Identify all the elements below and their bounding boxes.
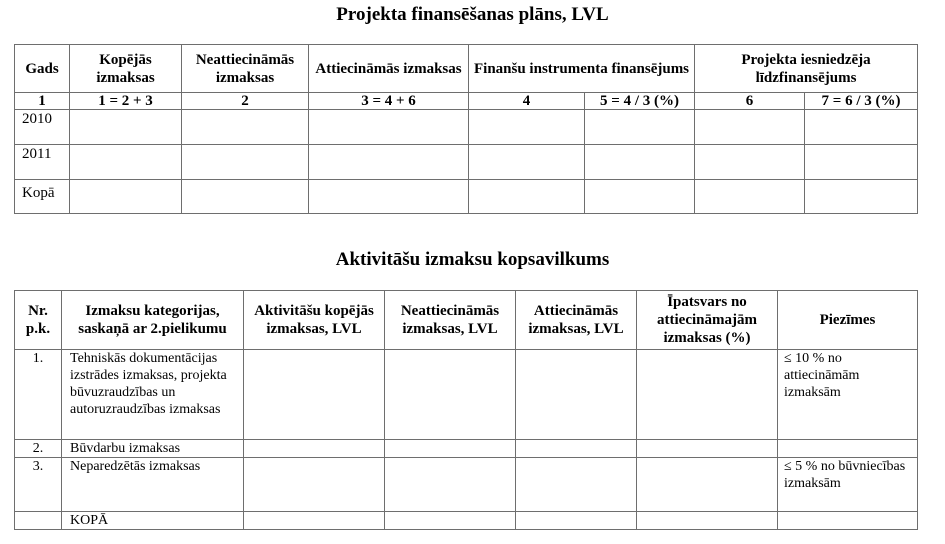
header-non-eligible-costs: Neattiecināmās izmaksas	[182, 45, 309, 93]
table-row	[15, 350, 918, 440]
data-cell[interactable]	[469, 145, 585, 180]
data-cell[interactable]	[385, 512, 516, 530]
data-cell[interactable]	[637, 350, 778, 440]
data-cell[interactable]	[244, 458, 385, 512]
year-cell: 2011	[15, 145, 70, 180]
header-eligible-costs: Attiecināmās izmaksas	[309, 45, 469, 93]
note-cell: ≤ 10 % no attiecināmām izmaksām	[778, 350, 918, 440]
column-number: 1	[15, 93, 70, 110]
data-cell[interactable]	[516, 512, 637, 530]
data-cell[interactable]	[182, 110, 309, 145]
data-cell[interactable]	[585, 145, 695, 180]
column-number: 3 = 4 + 6	[309, 93, 469, 110]
activity-costs-title: Aktivitāšu izmaksu kopsavilkums	[335, 249, 610, 270]
data-cell[interactable]	[309, 180, 469, 214]
data-cell[interactable]	[385, 458, 516, 512]
data-cell[interactable]	[585, 110, 695, 145]
data-cell[interactable]	[70, 110, 182, 145]
column-number: 1 = 2 + 3	[70, 93, 182, 110]
cost-category: Būvdarbu izmaksas	[62, 440, 244, 458]
note-cell[interactable]	[778, 440, 918, 458]
finance-plan-title: Projekta finansēšanas plāns, LVL	[336, 4, 609, 25]
column-number: 7 = 6 / 3 (%)	[805, 93, 918, 110]
year-cell: 2010	[15, 110, 70, 145]
table-row	[15, 458, 918, 512]
data-cell[interactable]	[469, 180, 585, 214]
row-number	[15, 512, 62, 530]
data-cell[interactable]	[637, 458, 778, 512]
header-instrument-funding: Finanšu instrumenta finansējums	[469, 45, 695, 93]
header-non-eligible-costs: Neattiecināmās izmaksas, LVL	[385, 291, 516, 350]
header-nr: Nr. p.k.	[15, 291, 62, 350]
data-cell[interactable]	[637, 512, 778, 530]
data-cell[interactable]	[695, 180, 805, 214]
activity-costs-table	[14, 290, 918, 530]
data-cell[interactable]	[70, 180, 182, 214]
data-cell[interactable]	[244, 350, 385, 440]
data-cell[interactable]	[385, 350, 516, 440]
finance-plan-table	[14, 44, 918, 214]
column-number: 6	[695, 93, 805, 110]
data-cell[interactable]	[805, 145, 918, 180]
data-cell[interactable]	[244, 512, 385, 530]
row-number: 3.	[15, 458, 62, 512]
data-cell[interactable]	[695, 110, 805, 145]
cost-category: Tehniskās dokumentācijas izstrādes izmaksas, projekta būvuzraudzības un autoruzraudzības izmaksas	[62, 350, 244, 440]
data-cell[interactable]	[585, 180, 695, 214]
header-cost-category: Izmaksu kategorijas, saskaņā ar 2.pielikumu	[62, 291, 244, 350]
column-number: 5 = 4 / 3 (%)	[585, 93, 695, 110]
note-cell[interactable]	[778, 512, 918, 530]
header-applicant-cofunding: Projekta iesniedzēja līdzfinansējums	[695, 45, 918, 93]
header-total-costs: Kopējās izmaksas	[70, 45, 182, 93]
data-cell[interactable]	[70, 145, 182, 180]
data-cell[interactable]	[516, 458, 637, 512]
data-cell[interactable]	[309, 145, 469, 180]
data-cell[interactable]	[516, 440, 637, 458]
column-number: 4	[469, 93, 585, 110]
column-number: 2	[182, 93, 309, 110]
header-year: Gads	[15, 45, 70, 93]
header-eligible-costs: Attiecināmās izmaksas, LVL	[516, 291, 637, 350]
row-number: 1.	[15, 350, 62, 440]
header-share-of-eligible: Īpatsvars no attiecināmajām izmaksas (%)	[637, 291, 778, 350]
table-row-total	[15, 180, 918, 214]
data-cell[interactable]	[805, 110, 918, 145]
data-cell[interactable]	[516, 350, 637, 440]
note-cell: ≤ 5 % no būvniecības izmaksām	[778, 458, 918, 512]
data-cell[interactable]	[182, 180, 309, 214]
header-notes: Piezīmes	[778, 291, 918, 350]
table-row	[15, 145, 918, 180]
data-cell[interactable]	[385, 440, 516, 458]
data-cell[interactable]	[637, 440, 778, 458]
row-number: 2.	[15, 440, 62, 458]
data-cell[interactable]	[309, 110, 469, 145]
data-cell[interactable]	[244, 440, 385, 458]
data-cell[interactable]	[182, 145, 309, 180]
data-cell[interactable]	[469, 110, 585, 145]
table-row-total	[15, 512, 918, 530]
header-activity-total-costs: Aktivitāšu kopējās izmaksas, LVL	[244, 291, 385, 350]
table-row	[15, 110, 918, 145]
data-cell[interactable]	[805, 180, 918, 214]
cost-category: Neparedzētās izmaksas	[62, 458, 244, 512]
data-cell[interactable]	[695, 145, 805, 180]
table-row	[15, 440, 918, 458]
total-label: Kopā	[15, 180, 70, 214]
total-label: KOPĀ	[62, 512, 244, 530]
